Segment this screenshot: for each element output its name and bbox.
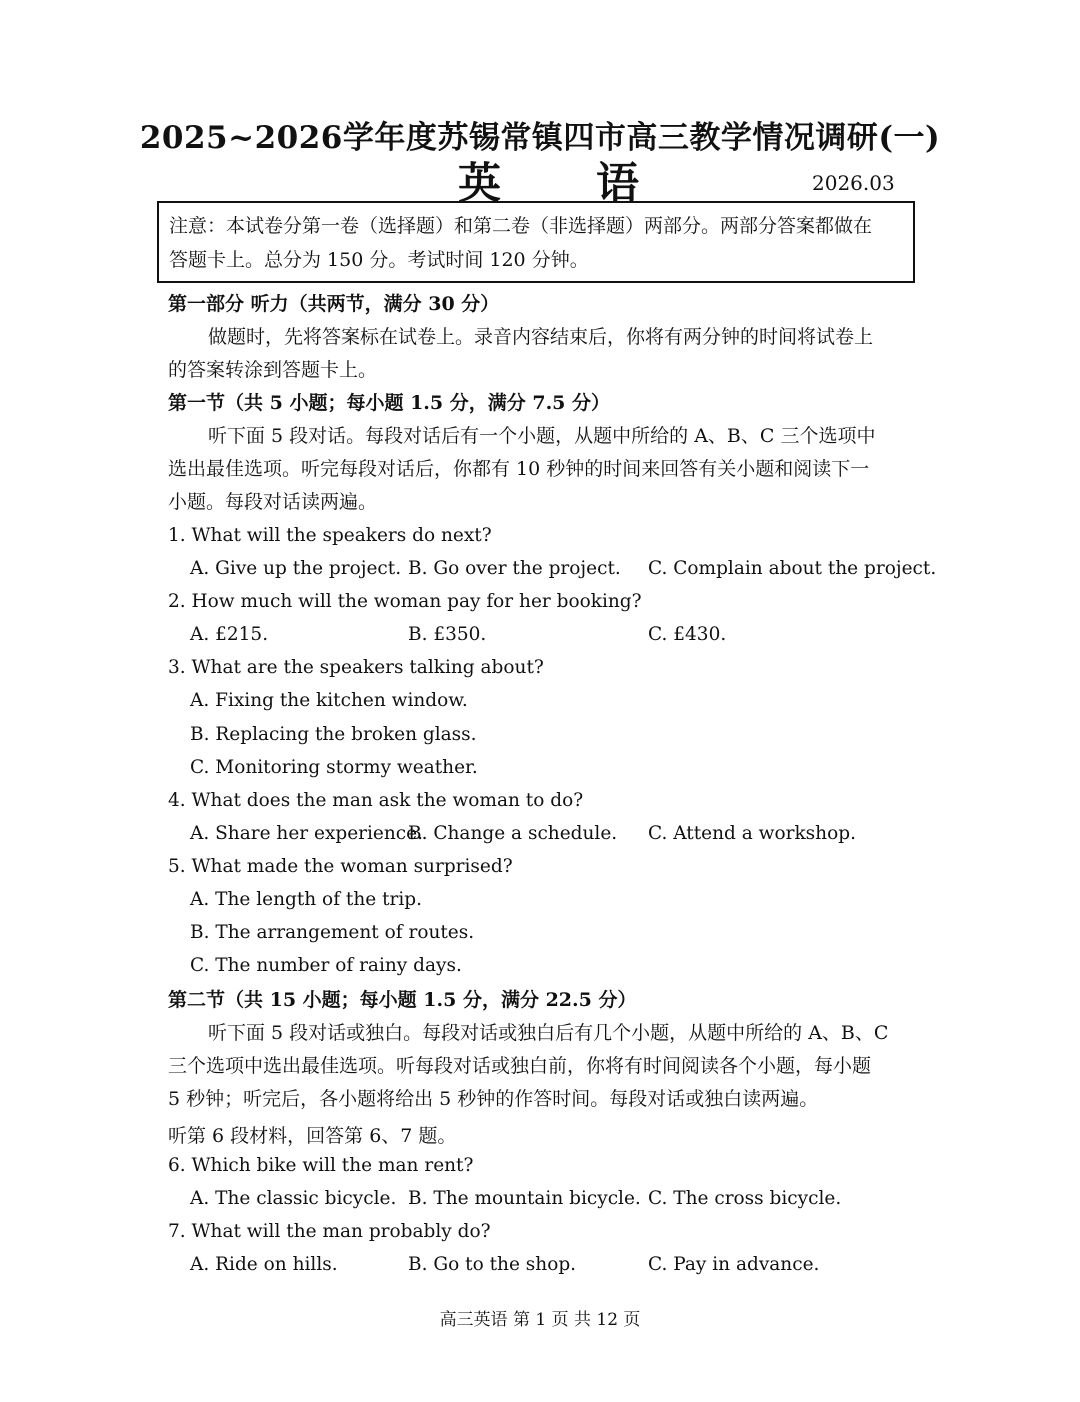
- section1-heading: 第一节（共 5 小题；每小题 1.5 分，满分 7.5 分）: [168, 392, 611, 414]
- option-a: A. Share her experience.: [190, 823, 423, 844]
- option-a: A. £215.: [190, 624, 269, 645]
- option-c: C. Pay in advance.: [648, 1254, 820, 1275]
- option-b: B. Go to the shop.: [408, 1254, 577, 1275]
- question-stem: 7. What will the man probably do?: [168, 1221, 491, 1242]
- question-stem: 2. How much will the woman pay for her booking?: [168, 591, 642, 612]
- option-a: A. Ride on hills.: [190, 1254, 338, 1275]
- section1-line-1: 听下面 5 段对话。每段对话后有一个小题，从题中所给的 A、B、C 三个选项中: [208, 425, 876, 447]
- option-a: A. Fixing the kitchen window.: [190, 690, 468, 711]
- part1-intro-line-2: 的答案转涂到答题卡上。: [168, 359, 378, 381]
- section2-line-1: 听下面 5 段对话或独白。每段对话或独白后有几个小题，从题中所给的 A、B、C: [208, 1022, 889, 1044]
- part1-heading: 第一部分 听力（共两节，满分 30 分）: [168, 293, 500, 315]
- part1-intro-line-1: 做题时，先将答案标在试卷上。录音内容结束后，你将有两分钟的时间将试卷上: [208, 326, 874, 348]
- option-b: B. The mountain bicycle.: [408, 1188, 641, 1209]
- material-instruction: 听第 6 段材料，回答第 6、7 题。: [168, 1125, 457, 1147]
- page-footer: 高三英语 第 1 页 共 12 页: [439, 1310, 641, 1330]
- option-b: B. The arrangement of routes.: [190, 922, 475, 943]
- section2-line-2: 三个选项中选出最佳选项。听每段对话或独白前，你将有时间阅读各个小题，每小题: [168, 1055, 872, 1077]
- notice-line-1: 注意：本试卷分第一卷（选择题）和第二卷（非选择题）两部分。两部分答案都做在: [169, 215, 873, 237]
- option-b: B. Replacing the broken glass.: [190, 724, 477, 745]
- option-a: A. The length of the trip.: [190, 889, 423, 910]
- section2-heading: 第二节（共 15 小题；每小题 1.5 分，满分 22.5 分）: [168, 989, 637, 1011]
- option-a: A. Give up the project.: [190, 558, 402, 579]
- section2-line-3: 5 秒钟；听完后，各小题将给出 5 秒钟的作答时间。每段对话或独白读两遍。: [168, 1088, 819, 1110]
- section1-line-3: 小题。每段对话读两遍。: [168, 491, 378, 513]
- question-stem: 6. Which bike will the man rent?: [168, 1155, 474, 1176]
- option-b: B. £350.: [408, 624, 487, 645]
- question-stem: 4. What does the man ask the woman to do?: [168, 790, 584, 811]
- option-b: B. Change a schedule.: [408, 823, 618, 844]
- section1-line-2: 选出最佳选项。听完每段对话后，你都有 10 秒钟的时间来回答有关小题和阅读下一: [168, 458, 870, 480]
- question-stem: 1. What will the speakers do next?: [168, 525, 492, 546]
- option-a: A. The classic bicycle.: [190, 1188, 397, 1209]
- question-stem: 5. What made the woman surprised?: [168, 856, 513, 877]
- option-c: C. £430.: [648, 624, 727, 645]
- exam-date: 2026.03: [812, 171, 895, 195]
- option-c: C. Attend a workshop.: [648, 823, 856, 844]
- option-c: C. Monitoring stormy weather.: [190, 757, 478, 778]
- exam-title: 2025~2026学年度苏锡常镇四市高三教学情况调研(一): [139, 120, 941, 156]
- option-b: B. Go over the project.: [408, 558, 621, 579]
- subject-title: 英语: [458, 159, 734, 209]
- option-c: C. Complain about the project.: [648, 558, 937, 579]
- notice-box: [157, 201, 915, 283]
- question-stem: 3. What are the speakers talking about?: [168, 657, 544, 678]
- option-c: C. The number of rainy days.: [190, 955, 462, 976]
- option-c: C. The cross bicycle.: [648, 1188, 842, 1209]
- notice-line-2: 答题卡上。总分为 150 分。考试时间 120 分钟。: [169, 249, 589, 271]
